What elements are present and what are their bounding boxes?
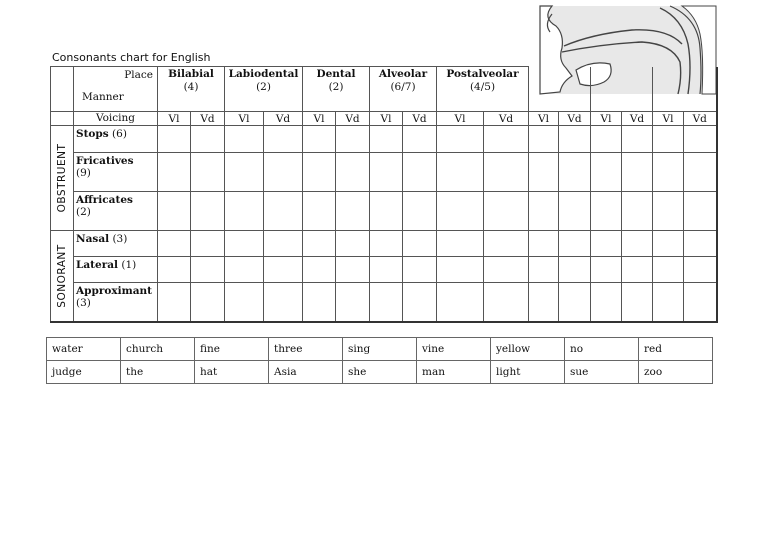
cell — [653, 231, 684, 257]
place-name: Alveolar — [378, 68, 428, 80]
cell — [158, 126, 191, 153]
voicing-cell: Vl — [591, 112, 622, 126]
cell — [370, 283, 403, 322]
cell — [303, 257, 336, 283]
cell — [622, 153, 653, 192]
header-blank — [653, 67, 717, 112]
manner-row — [51, 153, 717, 192]
manner-name: Lateral — [76, 259, 119, 271]
cell — [591, 153, 622, 192]
manner-approximant — [74, 283, 158, 322]
cell — [684, 126, 717, 153]
group-obstruent — [51, 126, 74, 231]
word-cell: zoo — [639, 361, 713, 384]
cell — [684, 257, 717, 283]
cell — [403, 257, 437, 283]
voicing-cell: Vl — [653, 112, 684, 126]
cell — [559, 257, 591, 283]
word-cell: hat — [195, 361, 269, 384]
manner-stops — [74, 126, 158, 153]
voicing-cell: Vl — [437, 112, 484, 126]
cell — [622, 192, 653, 231]
word-cell: water — [47, 338, 121, 361]
cell — [303, 126, 336, 153]
cell — [158, 153, 191, 192]
group-label: OBSTRUENT — [56, 143, 68, 213]
cell — [158, 257, 191, 283]
cell — [264, 126, 303, 153]
cell — [403, 126, 437, 153]
cell — [403, 153, 437, 192]
cell — [684, 153, 717, 192]
cell — [264, 153, 303, 192]
cell — [591, 192, 622, 231]
manner-row — [51, 231, 717, 257]
place-bilabial — [158, 67, 225, 112]
cell — [225, 192, 264, 231]
manner-row — [51, 126, 717, 153]
word-cell: the — [121, 361, 195, 384]
cell — [303, 283, 336, 322]
cell — [370, 153, 403, 192]
voicing-cell: Vd — [336, 112, 370, 126]
voicing-blank — [51, 112, 74, 126]
cell — [264, 231, 303, 257]
cell — [264, 257, 303, 283]
header-blank — [591, 67, 653, 112]
place-name: Bilabial — [168, 68, 214, 80]
manner-row — [51, 257, 717, 283]
word-list-table — [46, 337, 713, 384]
cell — [684, 283, 717, 322]
cell — [403, 192, 437, 231]
word-cell: light — [491, 361, 565, 384]
place-label: Place — [124, 69, 153, 81]
consonant-chart — [50, 66, 718, 323]
word-cell: three — [269, 338, 343, 361]
place-name: Postalveolar — [446, 68, 519, 80]
place-count: (6/7) — [390, 81, 416, 93]
cell — [484, 153, 529, 192]
cell — [264, 283, 303, 322]
cell — [437, 192, 484, 231]
manner-count: (3) — [76, 297, 91, 309]
header-blank — [529, 67, 591, 112]
cell — [559, 192, 591, 231]
word-cell: man — [417, 361, 491, 384]
cell — [653, 283, 684, 322]
voicing-cell: Vd — [684, 112, 717, 126]
manner-name: Stops — [76, 128, 109, 140]
cell — [653, 192, 684, 231]
cell — [370, 126, 403, 153]
cell — [529, 192, 559, 231]
word-cell: fine — [195, 338, 269, 361]
cell — [336, 231, 370, 257]
cell — [653, 153, 684, 192]
cell — [191, 283, 225, 322]
cell — [336, 192, 370, 231]
place-labiodental — [225, 67, 303, 112]
manner-row — [51, 283, 717, 322]
voicing-cell: Vd — [622, 112, 653, 126]
manner-count: (6) — [112, 128, 127, 140]
cell — [622, 257, 653, 283]
cell — [370, 257, 403, 283]
word-cell: sue — [565, 361, 639, 384]
manner-count: (3) — [112, 233, 128, 245]
cell — [225, 257, 264, 283]
cell — [336, 153, 370, 192]
cell — [529, 153, 559, 192]
place-manner-header — [74, 67, 158, 112]
cell — [437, 126, 484, 153]
cell — [622, 283, 653, 322]
cell — [191, 126, 225, 153]
cell — [484, 231, 529, 257]
place-count: (2) — [328, 81, 344, 93]
manner-lateral — [74, 257, 158, 283]
cell — [437, 257, 484, 283]
cell — [191, 192, 225, 231]
manner-name: Approximant — [76, 285, 153, 297]
manner-name: Fricatives — [76, 155, 134, 167]
cell — [622, 126, 653, 153]
cell — [303, 153, 336, 192]
place-count: (4/5) — [469, 81, 496, 93]
manner-label: Manner — [82, 91, 124, 103]
place-postalveolar — [437, 67, 529, 112]
place-dental — [303, 67, 370, 112]
group-label: SONORANT — [56, 244, 68, 308]
manner-fricatives — [74, 153, 158, 192]
cell — [225, 231, 264, 257]
word-cell: church — [121, 338, 195, 361]
cell — [264, 192, 303, 231]
voicing-cell: Vl — [370, 112, 403, 126]
cell — [529, 257, 559, 283]
word-cell: Asia — [269, 361, 343, 384]
cell — [370, 231, 403, 257]
manner-row — [51, 192, 717, 231]
cell — [191, 257, 225, 283]
cell — [591, 283, 622, 322]
voicing-cell: Vd — [264, 112, 303, 126]
voicing-cell: Vl — [158, 112, 191, 126]
place-name: Labiodental — [228, 68, 299, 80]
cell — [684, 231, 717, 257]
cell — [559, 126, 591, 153]
voicing-cell: Vd — [559, 112, 591, 126]
cell — [622, 231, 653, 257]
cell — [191, 153, 225, 192]
cell — [225, 153, 264, 192]
voicing-row — [51, 112, 717, 126]
cell — [484, 126, 529, 153]
corner-blank — [51, 67, 74, 112]
cell — [529, 283, 559, 322]
cell — [559, 231, 591, 257]
manner-nasal — [74, 231, 158, 257]
cell — [303, 192, 336, 231]
manner-count: (1) — [121, 259, 137, 271]
word-row — [47, 338, 713, 361]
place-name: Dental — [316, 68, 356, 80]
word-cell: sing — [343, 338, 417, 361]
cell — [336, 283, 370, 322]
cell — [591, 126, 622, 153]
cell — [336, 257, 370, 283]
cell — [559, 153, 591, 192]
word-cell: no — [565, 338, 639, 361]
place-count: (2) — [256, 81, 271, 93]
place-count: (4) — [183, 81, 199, 93]
voicing-cell: Vd — [191, 112, 225, 126]
cell — [591, 257, 622, 283]
voicing-cell: Vd — [403, 112, 437, 126]
cell — [529, 231, 559, 257]
voicing-cell: Vl — [303, 112, 336, 126]
manner-name: Affricates — [76, 194, 133, 206]
cell — [529, 126, 559, 153]
cell — [484, 192, 529, 231]
cell — [403, 231, 437, 257]
cell — [403, 283, 437, 322]
cell — [684, 192, 717, 231]
word-cell: yellow — [491, 338, 565, 361]
cell — [437, 231, 484, 257]
voicing-cell: Vl — [529, 112, 559, 126]
word-cell: red — [639, 338, 713, 361]
cell — [303, 231, 336, 257]
cell — [437, 153, 484, 192]
cell — [484, 283, 529, 322]
voicing-cell: Vd — [484, 112, 529, 126]
cell — [653, 257, 684, 283]
group-sonorant — [51, 231, 74, 322]
cell — [191, 231, 225, 257]
voicing-label: Voicing — [74, 112, 158, 126]
place-alveolar — [370, 67, 437, 112]
cell — [158, 231, 191, 257]
cell — [225, 283, 264, 322]
manner-affricates — [74, 192, 158, 231]
cell — [225, 126, 264, 153]
cell — [591, 231, 622, 257]
word-cell: she — [343, 361, 417, 384]
manner-count: (2) — [76, 206, 91, 218]
cell — [559, 283, 591, 322]
manner-count: (9) — [76, 167, 91, 179]
cell — [336, 126, 370, 153]
word-cell: judge — [47, 361, 121, 384]
manner-name: Nasal — [76, 233, 110, 245]
word-cell: vine — [417, 338, 491, 361]
word-row — [47, 361, 713, 384]
voicing-cell: Vl — [225, 112, 264, 126]
cell — [158, 283, 191, 322]
chart-title: Consonants chart for English — [52, 51, 211, 64]
cell — [158, 192, 191, 231]
cell — [437, 283, 484, 322]
cell — [653, 126, 684, 153]
cell — [370, 192, 403, 231]
cell — [484, 257, 529, 283]
